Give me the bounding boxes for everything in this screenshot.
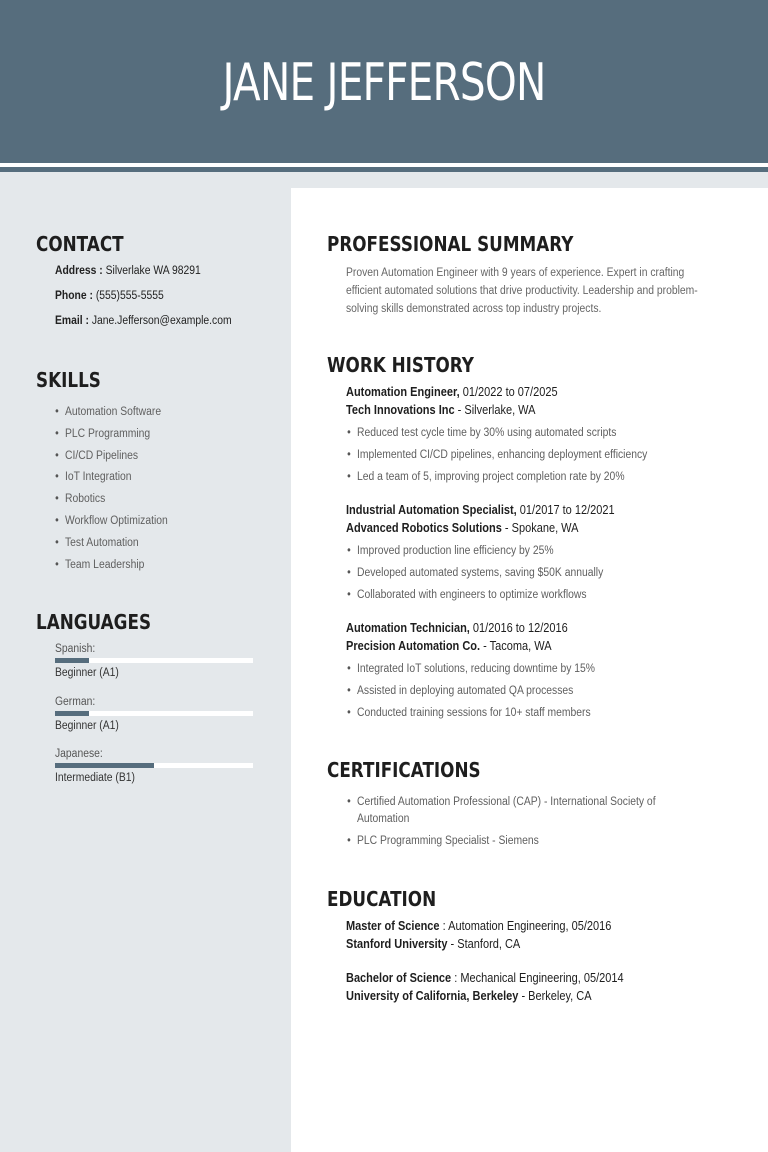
job-company: Advanced Robotics Solutions — [346, 521, 502, 535]
job-company: Precision Automation Co. — [346, 639, 481, 653]
language-level: Beginner (A1) — [55, 720, 119, 732]
education-degree-line — [346, 919, 611, 933]
education-location: - Berkeley, CA — [521, 989, 592, 1003]
job-title-line — [346, 385, 558, 399]
language-level: Intermediate (B1) — [55, 772, 135, 784]
job-title: Automation Technician, — [346, 621, 470, 635]
job-bullet: • Implemented CI/CD pipelines, enhancing deployment efficiency — [357, 447, 647, 469]
education-heading: EDUCATION — [327, 887, 437, 911]
job-bullet: • Collaborated with engineers to optimize workflows — [357, 587, 603, 609]
language-bar — [55, 763, 253, 768]
language-level: Beginner (A1) — [55, 667, 119, 679]
job-bullets — [357, 661, 621, 727]
language-name: Spanish: — [55, 643, 96, 655]
job-dates: 01/2017 to 12/2021 — [519, 503, 615, 517]
job-bullets — [357, 425, 680, 491]
skill-item: • Workflow Optimization — [65, 513, 168, 535]
skill-item: • Automation Software — [65, 404, 168, 426]
summary-line: solving skills demonstrated across top industry projects. — [346, 303, 602, 315]
languages-heading: LANGUAGES — [36, 610, 152, 634]
summary-heading: PROFESSIONAL SUMMARY — [327, 232, 574, 256]
language-bar-fill — [55, 711, 89, 716]
phone-label: Phone : — [55, 290, 93, 302]
job-bullet: • Integrated IoT solutions, reducing downtime by 15% — [357, 661, 595, 683]
language-bar — [55, 658, 253, 663]
phone-value: (555)555-5555 — [95, 290, 164, 302]
education-degree-line — [346, 971, 624, 985]
job-bullets — [357, 543, 631, 609]
job-bullet: • Developed automated systems, saving $50K annually — [357, 565, 603, 587]
contact-address — [55, 265, 201, 277]
job-company-line — [346, 403, 536, 417]
language-bar — [55, 711, 253, 716]
job-company: Tech Innovations Inc — [346, 403, 455, 417]
job-bullet: • Improved production line efficiency by 25% — [357, 543, 603, 565]
email-label: Email : — [55, 315, 89, 327]
skills-heading: SKILLS — [36, 368, 101, 392]
contact-phone — [55, 290, 164, 302]
summary-line: efficient automated solutions that drive productivity. Leadership and problem- — [346, 285, 698, 297]
language-name: Japanese: — [55, 748, 103, 760]
education-school: Stanford University — [346, 937, 448, 951]
job-company-line — [346, 521, 578, 535]
job-company-line — [346, 639, 552, 653]
job-bullet: • Led a team of 5, improving project completion rate by 20% — [357, 469, 647, 491]
certifications-list — [357, 794, 737, 855]
header-band — [0, 172, 768, 188]
language-spanish — [55, 643, 253, 679]
resume-header — [0, 0, 768, 163]
education-location: - Stanford, CA — [450, 937, 521, 951]
candidate-name: JANE JEFFERSON — [222, 52, 546, 113]
skill-item: • IoT Integration — [65, 469, 168, 491]
contact-email — [55, 315, 232, 327]
email-value: Jane.Jefferson@example.com — [91, 315, 232, 327]
job-dates: 01/2016 to 12/2016 — [472, 621, 568, 635]
job-dates: 01/2022 to 07/2025 — [462, 385, 558, 399]
language-german — [55, 696, 253, 732]
education-field: : Mechanical Engineering, 05/2014 — [454, 971, 624, 985]
certification-item: • Certified Automation Professional (CAP) - International Society of Automation — [357, 794, 699, 828]
job-bullet: • Conducted training sessions for 10+ staff members — [357, 705, 595, 727]
job-title-line — [346, 621, 568, 635]
job-title-line — [346, 503, 615, 517]
education-field: : Automation Engineering, 05/2016 — [442, 919, 612, 933]
skill-item: • PLC Programming — [65, 426, 168, 448]
language-bar-fill — [55, 763, 154, 768]
education-school-line — [346, 989, 592, 1003]
language-name: German: — [55, 696, 96, 708]
skill-item: • Robotics — [65, 491, 168, 513]
skill-item: • Test Automation — [65, 535, 168, 557]
contact-heading: CONTACT — [36, 232, 124, 256]
language-bar-fill — [55, 658, 89, 663]
job-location: - Silverlake, WA — [457, 403, 536, 417]
certifications-heading: CERTIFICATIONS — [327, 758, 481, 782]
education-degree: Bachelor of Science — [346, 971, 452, 985]
address-label: Address : — [55, 265, 103, 277]
language-japanese — [55, 748, 253, 784]
job-location: - Spokane, WA — [504, 521, 579, 535]
education-degree: Master of Science — [346, 919, 440, 933]
skill-item: • Team Leadership — [65, 557, 168, 579]
work-heading: WORK HISTORY — [327, 353, 474, 377]
skill-item: • CI/CD Pipelines — [65, 448, 168, 470]
job-bullet: • Reduced test cycle time by 30% using automated scripts — [357, 425, 647, 447]
job-location: - Tacoma, WA — [483, 639, 552, 653]
summary-line: Proven Automation Engineer with 9 years of experience. Expert in crafting — [346, 267, 685, 279]
job-bullet: • Assisted in deploying automated QA processes — [357, 683, 595, 705]
job-title: Industrial Automation Specialist, — [346, 503, 517, 517]
education-school-line — [346, 937, 520, 951]
education-school: University of California, Berkeley — [346, 989, 519, 1003]
address-value: Silverlake WA 98291 — [105, 265, 201, 277]
certification-item: • PLC Programming Specialist - Siemens — [357, 833, 699, 850]
summary-text — [346, 264, 741, 318]
skills-list — [65, 404, 179, 578]
job-title: Automation Engineer, — [346, 385, 460, 399]
